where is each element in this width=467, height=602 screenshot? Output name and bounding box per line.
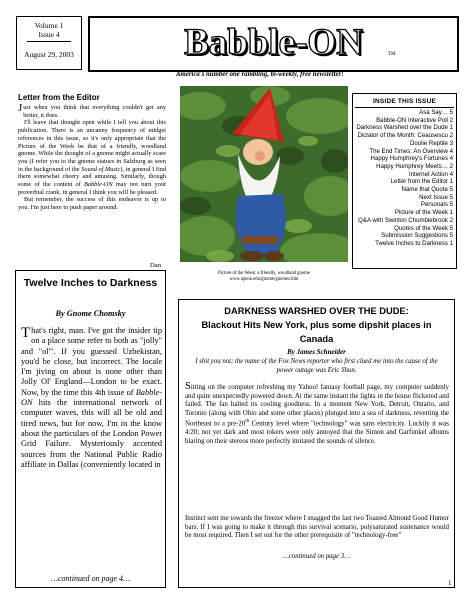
gnome-illustration: [180, 86, 348, 262]
letter-paragraph: But remember, the success of this endeavor is up to you. I'm just here to push paper around.: [18, 196, 166, 212]
movie-title: Sound of Music: [81, 165, 121, 173]
table-of-contents: [352, 93, 457, 269]
article-text-cont: Century level where "technology" was sans electricity. Luckily it was 4:20; not yet dark and most tokers were only annoyed that the Simon and Garfunkel albums blaring on their stereos more perfectly imitated the sounds of silence.: [185, 420, 449, 445]
toc-item[interactable]: Twelve Inches to Darkness 1: [375, 239, 453, 247]
toc-item[interactable]: Darkness Warshed over the Dude 1: [356, 124, 453, 132]
trademark-mark: TM: [388, 52, 396, 57]
letter-paragraph: I'll leave that thought open while I tell you about this publication. There is an uncanny frequency of midget references in this issue, so it's only appropriate that the Picture of the Week be that of a friendly, woodland gnome. While the thought of a gnome might actually scare you (I refer you to the gnome statues in Salzburg as seen in the background of the: [18, 119, 166, 173]
toc-heading: INSIDE THIS ISSUE: [373, 98, 436, 105]
issue-date: August 29, 2003: [24, 50, 74, 59]
toc-item[interactable]: Babble-ON Interactive Poll 2: [376, 116, 453, 124]
article-text: itting on the computer refreshing my Yahoo! fantasy football page, my computer suddenly and quite unexpectedly powered down. At the same instant the lights in the house flickered and failed. The fan halted its cooling goodness. In a moment New York, Detroit, Ontario, and Toronto (along with Ohio and some other places) plunged into a sea of darkness, reverting the Northeast to a pre-20: [185, 384, 449, 428]
pull-quote: I shit you not; the name of the Fox News reporter who first clued me into the cause of the power outage was Eric Shun.: [195, 358, 438, 374]
publication-name: Babble-ON: [83, 181, 113, 189]
article-title: Twelve Inches to Darkness: [23, 277, 158, 289]
toc-item[interactable]: The End Times: An Overview 4: [369, 147, 453, 155]
letter-body: [18, 104, 166, 212]
article-paragraph: [185, 383, 449, 446]
page-number: 1: [448, 579, 452, 587]
article-darkness-warshed: [178, 299, 455, 588]
newsletter-title: Babble-ON: [184, 22, 363, 63]
toc-item[interactable]: Asa Say… 5: [419, 109, 453, 116]
article-paragraph: Instinct sent me towards the freezer where I snagged the last two Toasted Almond Good Humor bars. If I was going to make it through this survival scenario, polysaturated sustenance would be most required. Then I set out for the other prerequisite of "technology-free": [185, 515, 449, 540]
letter-paragraph-cont: ), in general I find them somewhat cheery and amusing. Similarly, though some of the content of: [18, 165, 166, 189]
letter-paragraph: ust when you think that everything couldn't get any better, it does.: [23, 104, 166, 119]
article-text: hat's right, man. I've got the insider tip on a place some refer to both as "jolly" and "ol'". If you guessed Uzbekistan, you'd be close, but incorrect. The locale I'm jiving on about is none other than Jolly Ol' England—London to be exact. Now, by the time this 4th issue of: [21, 326, 162, 397]
toc-item[interactable]: Happy Humphrey's Fortunes 4: [370, 155, 453, 163]
publication-name: Babble-ON: [21, 387, 162, 408]
caption-text: Picture of the Week: a friendly, woodland gnome: [218, 271, 310, 276]
toc-item[interactable]: Dictator of the Month: Ceausescu 2: [357, 132, 453, 140]
article-byline: By James Schneider: [287, 348, 346, 356]
issue-label: Issue 4: [38, 30, 60, 39]
letter-heading: Letter from the Editor: [18, 93, 100, 102]
toc-item[interactable]: Q&A with Swinton Chumblebrook 2: [358, 216, 453, 224]
toc-item[interactable]: Personals 5: [420, 201, 453, 209]
article-text-cont: hits the international network of computer waves, this will all be old and tired news, but for now, I'm in the know about the particulars of the London Power Grid Failure. Mysteriously accented sources from the National Public Radio affiliate in Dallas (conveniently located in: [21, 398, 162, 469]
article-body: [21, 326, 162, 470]
article-title: [185, 304, 448, 346]
drop-cap: T: [21, 325, 31, 341]
letter-signature: Dan: [150, 262, 161, 269]
toc-item[interactable]: Next Issue 5: [419, 193, 453, 201]
toc-item[interactable]: Name that Quote 5: [401, 186, 453, 194]
article-twelve-inches: [15, 270, 166, 588]
toc-divider: [355, 107, 454, 108]
toc-item[interactable]: Internet Action 4: [408, 170, 453, 178]
toc-item[interactable]: Submission Suggestions 5: [381, 232, 453, 240]
masthead: [88, 16, 459, 72]
toc-list: [353, 109, 453, 248]
superscript: th: [245, 419, 250, 425]
toc-item[interactable]: Happy Humphrey Meets… 2: [376, 162, 453, 170]
toc-item[interactable]: Doolie Reptile 3: [409, 139, 453, 147]
volume-label: Volume 1: [34, 21, 64, 30]
caption-url: www.upenn.edu/gnome/gnomes.htm: [229, 277, 299, 282]
photo-caption: [180, 271, 348, 283]
issue-info-box: [16, 16, 82, 70]
divider: [27, 41, 71, 42]
article-title-line: DARKNESS WARSHED OVER THE DUDE:: [224, 306, 409, 316]
drop-cap: J: [18, 102, 23, 114]
toc-item[interactable]: Quotes of the Week 5: [394, 224, 453, 232]
continued-note: …continued on page 4…: [50, 574, 131, 583]
article-subtitle: Blackout Hits New York, plus some dipshit places in Canada: [201, 320, 432, 344]
article-byline: By Gnome Chomsky: [55, 309, 126, 318]
tagline: America's number one rambling, bi-weekly, free newsletter!: [176, 71, 344, 78]
drop-cap: S: [185, 381, 191, 392]
letter-paragraph-cont: may not turn your proverbial crank, in general I think you will be pleased.: [18, 181, 167, 196]
toc-item[interactable]: Picture of the Week 1: [394, 209, 453, 217]
gnome-photo: [180, 86, 348, 262]
continued-note: …continued on page 3…: [282, 553, 351, 560]
toc-item[interactable]: Letter from the Editor 1: [390, 178, 453, 186]
